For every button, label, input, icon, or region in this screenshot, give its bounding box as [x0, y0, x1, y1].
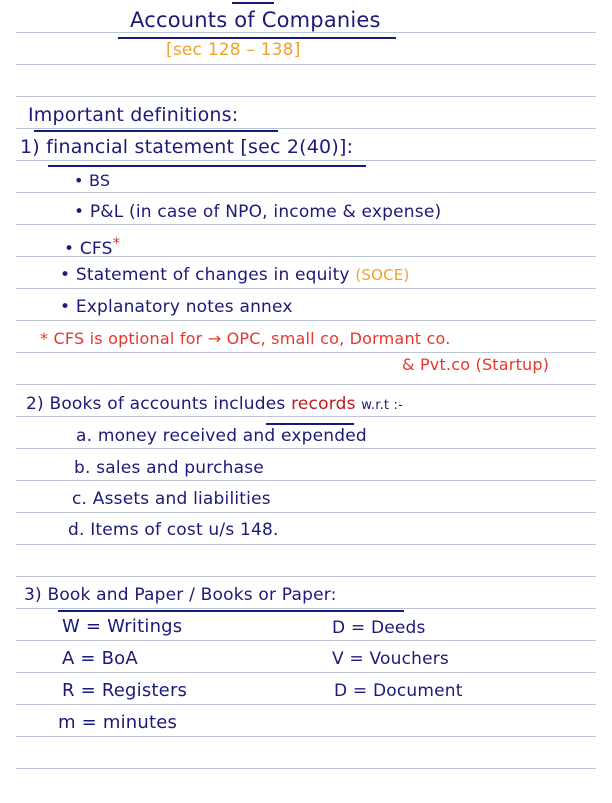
ruled-line — [16, 416, 596, 417]
ruled-line — [16, 224, 596, 225]
ruled-line — [16, 736, 596, 737]
ruled-line — [16, 672, 596, 673]
book-and-paper-heading: 3) Book and Paper / Books or Paper: — [24, 585, 337, 605]
soce-label: (SOCE) — [355, 266, 410, 284]
cfs-optional-note: * CFS is optional for → OPC, small co, Dormant co. — [40, 329, 451, 348]
bullet-text: CFS — [79, 239, 113, 259]
books-entry-b: b. sales and purchase — [74, 458, 264, 478]
ruled-line — [16, 576, 596, 577]
bullet-text: P&L (in case of NPO, income & expense) — [89, 202, 442, 222]
ruled-line — [16, 160, 596, 161]
financial-statement-heading: 1) financial statement [sec 2(40)]: — [20, 136, 354, 158]
bullet-soce: • Statement of changes in equity (SOCE) — [60, 265, 410, 285]
ruled-line — [16, 768, 596, 769]
page-title: Accounts of Companies — [130, 8, 381, 32]
ruled-line — [16, 320, 596, 321]
bp-right-deeds: D = Deeds — [332, 618, 426, 638]
ruled-line — [16, 512, 596, 513]
title-underline — [118, 37, 396, 39]
books-of-accounts-heading — [26, 396, 403, 413]
ruled-line — [16, 32, 596, 33]
bullet-pl: • P&L (in case of NPO, income & expense) — [74, 202, 442, 222]
bp-left-a: A = BoA — [62, 648, 138, 669]
bullet-text: Statement of changes in equity — [75, 265, 350, 285]
bullet-bs: • BS — [74, 171, 111, 190]
ruled-line — [16, 608, 596, 609]
books-entry-c: c. Assets and liabilities — [72, 489, 271, 509]
heading-suffix: w.r.t :- — [361, 398, 404, 413]
books-entry-a: a. money received and expended — [76, 426, 367, 446]
bullet-notes: • Explanatory notes annex — [60, 297, 293, 317]
heading-prefix: 2) Books of accounts — [26, 394, 208, 414]
includes-underline — [266, 423, 354, 425]
asterisk-marker: * — [112, 234, 121, 252]
definitions-underline — [34, 130, 278, 132]
ruled-line — [16, 64, 596, 65]
ruled-line — [16, 288, 596, 289]
bullet-text: Explanatory notes annex — [75, 297, 293, 317]
bp-left-w: W = Writings — [62, 616, 183, 637]
heading-records: records — [291, 394, 356, 414]
ruled-line — [16, 128, 596, 129]
bullet-cfs: • CFS* — [64, 234, 121, 259]
ruled-line — [16, 96, 596, 97]
bp-left-r: R = Registers — [62, 680, 188, 701]
ruled-line — [16, 544, 596, 545]
ruled-line — [16, 384, 596, 385]
ruled-line — [16, 480, 596, 481]
ruled-line — [16, 640, 596, 641]
bp-right-vouchers: V = Vouchers — [332, 649, 449, 669]
ruled-line — [16, 448, 596, 449]
section-range: [sec 128 – 138] — [166, 40, 301, 60]
heading-includes: includes — [213, 394, 286, 414]
ruled-line — [16, 704, 596, 705]
books-entry-d: d. Items of cost u/s 148. — [68, 520, 279, 540]
bp-right-document: D = Document — [334, 681, 463, 701]
definitions-heading: Important definitions: — [28, 104, 239, 126]
cutoff-stroke — [232, 2, 274, 4]
financial-statement-underline — [48, 165, 366, 167]
cfs-optional-note-cont: & Pvt.co (Startup) — [402, 355, 550, 374]
book-and-paper-underline — [58, 610, 404, 612]
ruled-line — [16, 352, 596, 353]
ruled-line — [16, 192, 596, 193]
bullet-text: BS — [88, 171, 111, 190]
bp-left-m: m = minutes — [58, 712, 178, 733]
